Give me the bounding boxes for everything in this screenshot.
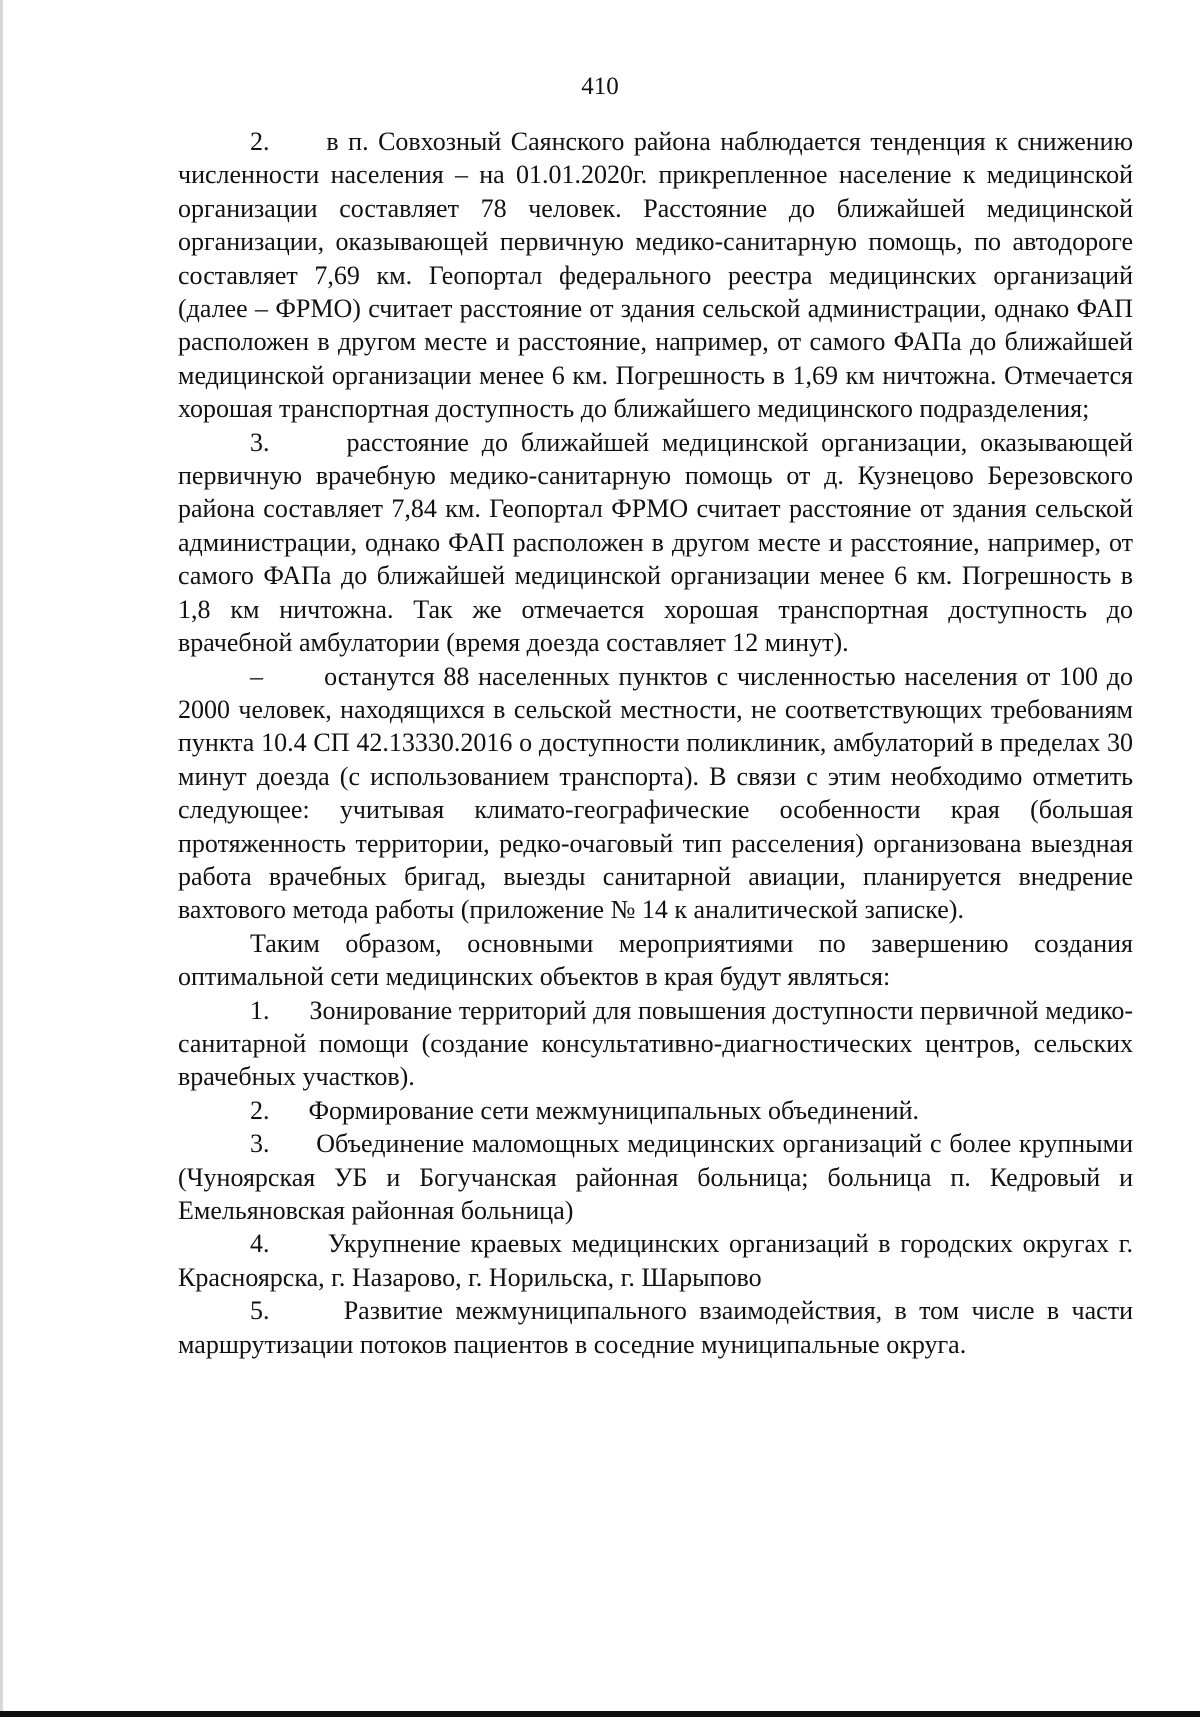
measure-item-5: 5. Развитие межмуниципального взаимодействия, в том числе в части маршрутизации потоков пациентов в соседние муниципальные округа.: [178, 1296, 1133, 1359]
paragraph-dash-item: – останутся 88 населенных пунктов с численностью населения от 100 до 2000 человек, находящихся в сельской местности, не соответствующих требованиям пункта 10.4 СП 42.13330.2016 о доступности поликлиник, амбулаторий в пределах 30 минут доезда (с использованием транспорта). В связи с этим необходимо отметить следующее: учитывая климато-географические особенности края (большая протяженность территории, редко-очаговый тип расселения) организована выездная работа врачебных бригад, выезды санитарной авиации, планируется внедрение вахтового метода работы (приложение № 14 к аналитической записке).: [178, 661, 1133, 925]
measure-item-1: 1. Зонирование территорий для повышения доступности первичной медико-санитарной помощи (создание консультативно-диагностических центров, сельских врачебных участков).: [178, 995, 1133, 1092]
paragraph-conclusion: Таким образом, основными мероприятиями по завершению создания оптимальной сети медицинских объектов в края будут являться:: [178, 928, 1133, 992]
scan-edge-line: [0, 0, 3, 1712]
scan-bottom-edge: [0, 1711, 1200, 1717]
paragraph-item-3: 3. расстояние до ближайшей медицинской организации, оказывающей первичную врачебную медико-санитарную помощь от д. Кузнецово Березовского района составляет 7,84 км. Геопортал ФРМО считает расстояние от здания сельской администрации, однако ФАП расположен в другом месте и расстояние, например, от самого ФАПа до ближайшей медицинской организации менее 6 км. Погрешность в 1,8 км ничтожна. Так же отмечается хорошая транспортная доступность до врачебной амбулатории (время доезда составляет 12 минут).: [178, 427, 1133, 658]
paragraph-item-2: 2. в п. Совхозный Саянского района наблюдается тенденция к снижению численности населения – на 01.01.2020г. прикрепленное население к медицинской организации составляет 78 человек. Расстояние до ближайшей медицинской организации, оказывающей первичную медико-санитарную помощь, по автодороге составляет 7,69 км. Геопортал федерального реестра медицинских организаций (далее – ФРМО) считает расстояние от здания сельской администрации, однако ФАП расположен в другом месте и расстояние, например, от самого ФАПа до ближайшей медицинской организации менее 6 км. Погрешность в 1,69 км ничтожна. Отмечается хорошая транспортная доступность до ближайшего медицинского подразделения;: [178, 127, 1133, 424]
document-body: [178, 125, 1133, 1361]
page-number: 410: [581, 73, 619, 100]
measure-item-2: 2. Формирование сети межмуниципальных объединений.: [250, 1095, 920, 1125]
measure-item-3: 3. Объединение маломощных медицинских организаций с более крупными (Чуноярская УБ и Богучанская районная больница; больница п. Кедровый и Емельяновская районная больница): [178, 1129, 1133, 1225]
measure-item-4: 4. Укрупнение краевых медицинских организаций в городских округах г. Красноярска, г. Назарово, г. Норильска, г. Шарыпово: [178, 1229, 1133, 1292]
